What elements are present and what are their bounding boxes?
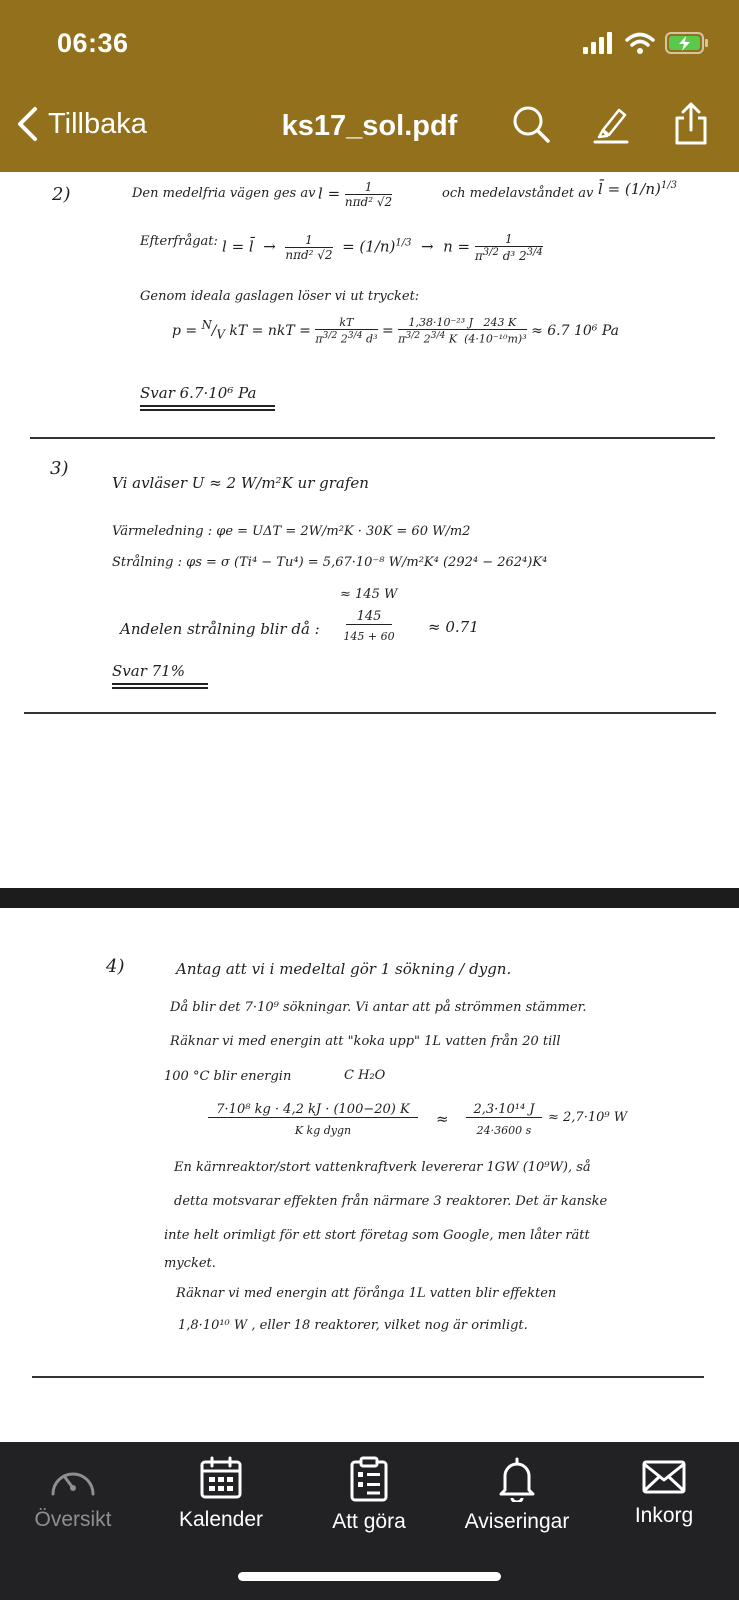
highlighter-icon[interactable] xyxy=(591,104,631,144)
tab-label: Kalender xyxy=(178,1508,264,1531)
formula-mean-distance: l̄ = $(1/n)^{1/3}$ xyxy=(598,180,677,198)
handwritten-line: Strålning : φs = σ (Ti⁴ − Tu⁴) = 5,67·10⁻⁸ W/m²K⁴ (292⁴ − 262⁴)K⁴ xyxy=(112,555,548,570)
handwritten-line: Andelen strålning blir då : xyxy=(120,620,320,638)
handwritten-line: Antag att vi i medeltal gör 1 sökning / dygn. xyxy=(176,960,512,978)
answer: Svar 71% xyxy=(112,662,185,680)
pdf-viewer[interactable] xyxy=(0,172,739,1442)
handwritten-line: ≈ 145 W xyxy=(340,587,398,602)
tab-label: Att göra xyxy=(332,1510,406,1533)
divider xyxy=(24,712,716,714)
problem-number: 3) xyxy=(50,458,69,479)
gauge-icon xyxy=(48,1456,98,1500)
page-separator xyxy=(0,888,739,908)
home-indicator[interactable] xyxy=(238,1572,501,1581)
tab-inkorg[interactable] xyxy=(599,1456,729,1528)
handwritten-label: C H₂O xyxy=(344,1068,386,1083)
signal-icon xyxy=(583,32,615,54)
handwritten-line: Räknar vi med energin att "koka upp" 1L vatten från 20 till xyxy=(170,1034,561,1049)
handwritten-line: mycket. xyxy=(164,1256,216,1271)
divider xyxy=(30,437,715,439)
handwritten-line: En kärnreaktor/stort vattenkraftverk levererar 1GW (10⁹W), så xyxy=(174,1160,591,1175)
formula-equality: l = l̄ → 1 nπd² √2 = $(1/n)^{1/3} \to n$ = $\frac{1}{\pi^{3/2} d^3 2^{3/4}}$ xyxy=(222,232,543,263)
calc-numerator: 7·10⁸ kg · 4,2 kJ · (100−20) K xyxy=(208,1102,418,1118)
handwritten-line: inte helt orimligt för ett stort företag som Google, men låter rätt xyxy=(164,1228,590,1243)
envelope-icon xyxy=(641,1456,687,1496)
tab-oversikt[interactable] xyxy=(8,1456,138,1532)
top-bar xyxy=(0,0,739,172)
chevron-left-icon xyxy=(16,106,38,142)
answer: Svar 6.7·10⁶ Pa xyxy=(140,384,257,402)
tab-label: Inkorg xyxy=(634,1504,694,1527)
handwritten-line: Efterfrågat: xyxy=(140,234,218,249)
document-title: ks17_sol.pdf xyxy=(281,110,458,142)
handwritten-line: och medelavståndet av xyxy=(442,186,594,201)
handwritten-line: Räknar vi med energin att förånga 1L vatten blir effekten xyxy=(176,1286,557,1301)
result: ≈ 0.71 xyxy=(428,618,479,636)
back-label: Tillbaka xyxy=(48,107,147,140)
bell-icon xyxy=(495,1456,539,1502)
back-button[interactable] xyxy=(16,106,147,142)
tab-kalender[interactable] xyxy=(156,1456,286,1532)
divider xyxy=(32,1376,704,1378)
handwritten-line: Den medelfria vägen ges av xyxy=(132,186,316,201)
tab-label: Översikt xyxy=(34,1508,112,1531)
calc-denominator: K kg dygn xyxy=(294,1124,352,1137)
calendar-icon xyxy=(199,1456,243,1500)
fraction-denominator: 145 + 60 xyxy=(343,630,395,643)
formula-mean-free-path: l = 1 nπd² √2 xyxy=(318,180,393,209)
tab-label: Aviseringar xyxy=(464,1510,570,1533)
tab-att-gora[interactable] xyxy=(304,1456,434,1534)
handwritten-line: Då blir det 7·10⁹ sökningar. Vi antar att på strömmen stämmer. xyxy=(170,1000,587,1015)
calc-result-denominator: 24·3600 s xyxy=(476,1124,532,1137)
status-icons xyxy=(583,32,709,54)
fraction-numerator: 145 xyxy=(346,609,392,625)
problem-number: 4) xyxy=(106,956,125,977)
clipboard-icon xyxy=(349,1456,389,1502)
handwritten-line: Vi avläser U ≈ 2 W/m²K ur grafen xyxy=(112,474,369,492)
wifi-icon xyxy=(625,32,655,54)
handwritten-line: Värmeledning : φe = UΔT = 2W/m²K · 30K = 60 W/m2 xyxy=(112,524,471,539)
status-time: 06:36 xyxy=(57,28,129,58)
formula-pressure: $p = ^N/_V$ kT = nkT = $\frac{kT}{\pi^{3/2} 2^{3/4} d^3}$ = $\frac{\text{1,38·10⁻²³ J 243 K}}{\pi^{3/2} 2^{3/4} K (4\cdot 10^{-10}m)^3}$ ≈ 6.7 10⁶ Pa xyxy=(172,316,619,346)
calc-approx: ≈ xyxy=(436,1110,449,1128)
handwritten-line: Genom ideala gaslagen löser vi ut trycket: xyxy=(140,289,420,304)
problem-number: 2) xyxy=(52,184,71,205)
handwritten-line: detta motsvarar effekten från närmare 3 reaktorer. Det är kanske xyxy=(174,1194,608,1209)
calc-result-numerator: 2,3·10¹⁴ J xyxy=(466,1102,542,1118)
share-icon[interactable] xyxy=(671,102,711,146)
tab-aviseringar[interactable] xyxy=(452,1456,582,1534)
handwritten-line: 100 °C blir energin xyxy=(164,1069,292,1084)
battery-charging-icon xyxy=(665,32,709,54)
calc-final: ≈ 2,7·10⁹ W xyxy=(548,1110,628,1125)
search-icon[interactable] xyxy=(511,104,551,144)
handwritten-line: 1,8·10¹⁰ W , eller 18 reaktorer, vilket nog är orimligt. xyxy=(178,1318,528,1333)
